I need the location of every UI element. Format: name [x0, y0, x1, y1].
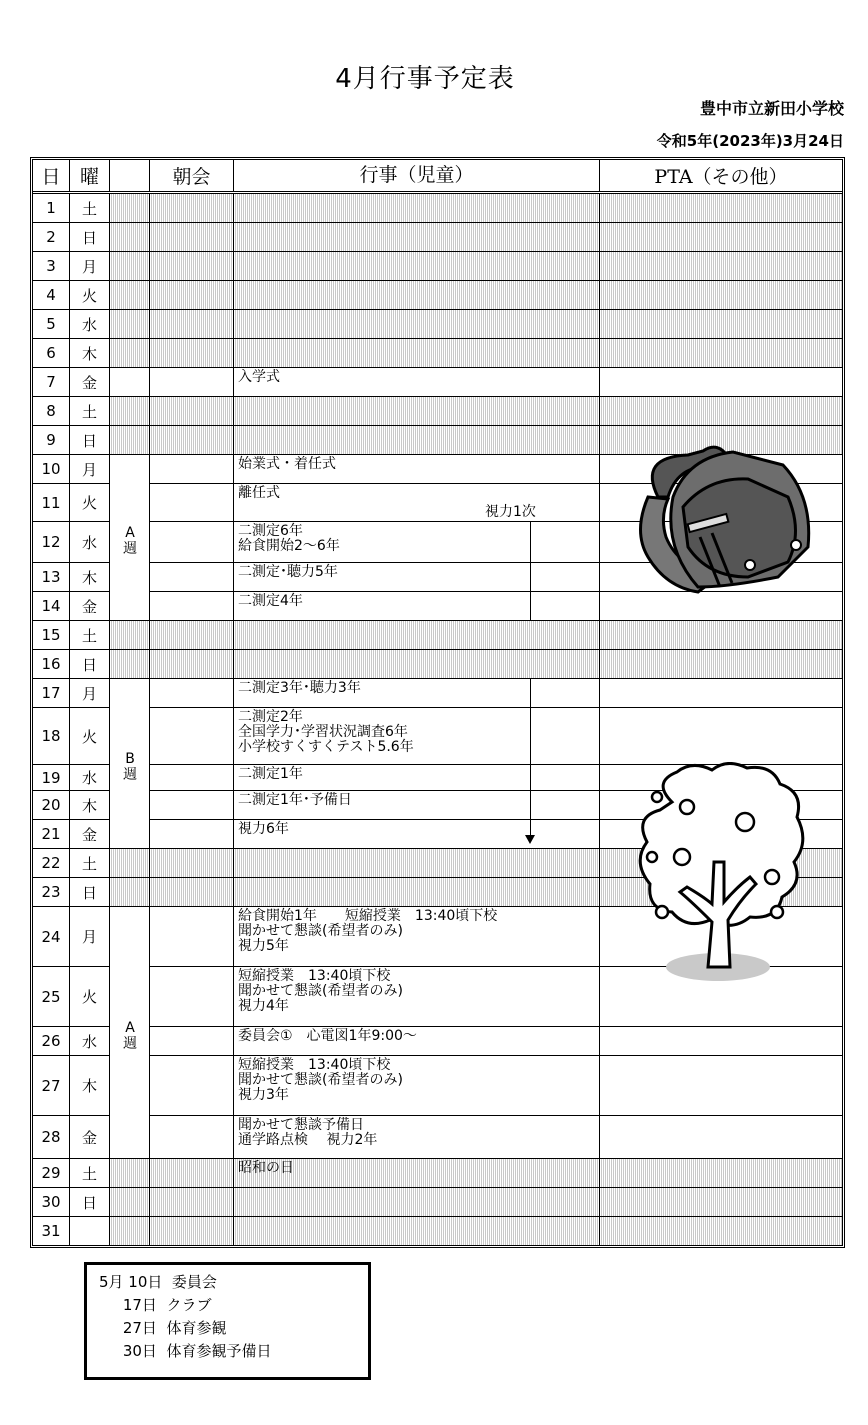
header-week	[110, 160, 150, 191]
morning-assembly-cell	[150, 1056, 234, 1115]
morning-assembly-cell	[150, 455, 234, 483]
event-cell: 二測定1年･予備日	[234, 791, 600, 819]
day-cell: 16	[33, 650, 70, 678]
header-weekday: 曜	[70, 160, 110, 191]
day-cell: 19	[33, 765, 70, 790]
weekday-cell: 土	[70, 397, 110, 425]
vision-note: 視力1次	[485, 504, 536, 520]
morning-assembly-cell	[150, 563, 234, 591]
table-row	[33, 338, 842, 367]
morning-assembly-cell	[150, 281, 234, 309]
morning-assembly-cell	[150, 765, 234, 790]
day-cell: 28	[33, 1116, 70, 1158]
pta-cell	[600, 252, 842, 280]
week-cell	[110, 849, 150, 877]
weekday-cell: 土	[70, 849, 110, 877]
event-cell: 昭和の日	[234, 1159, 600, 1187]
weekday-cell: 日	[70, 1188, 110, 1216]
day-cell: 31	[33, 1217, 70, 1245]
event-cell	[234, 223, 600, 251]
pta-cell	[600, 1116, 842, 1158]
day-cell: 3	[33, 252, 70, 280]
memo-line: 27日 体育参観	[99, 1319, 227, 1337]
day-cell: 4	[33, 281, 70, 309]
weekday-cell: 水	[70, 1027, 110, 1055]
pta-cell	[600, 708, 842, 764]
event-cell	[234, 621, 600, 649]
morning-assembly-cell	[150, 522, 234, 562]
event-cell: 二測定3年･聴力3年	[234, 679, 600, 707]
day-cell: 22	[33, 849, 70, 877]
event-cell	[234, 878, 600, 906]
morning-assembly-cell	[150, 791, 234, 819]
day-cell: 30	[33, 1188, 70, 1216]
week-cell	[110, 1217, 150, 1245]
weekday-cell: 金	[70, 820, 110, 848]
day-cell: 26	[33, 1027, 70, 1055]
day-cell: 5	[33, 310, 70, 338]
table-row	[33, 1055, 842, 1115]
day-cell: 9	[33, 426, 70, 454]
day-cell: 24	[33, 907, 70, 966]
week-cell	[110, 397, 150, 425]
weekday-cell: 火	[70, 281, 110, 309]
day-cell: 14	[33, 592, 70, 620]
next-month-memo	[84, 1262, 371, 1380]
event-cell	[234, 1188, 600, 1216]
weekday-cell: 火	[70, 484, 110, 521]
morning-assembly-cell	[150, 592, 234, 620]
morning-assembly-cell	[150, 1217, 234, 1245]
event-cell	[234, 1217, 600, 1245]
weekday-cell: 木	[70, 563, 110, 591]
morning-assembly-cell	[150, 339, 234, 367]
pta-cell	[600, 679, 842, 707]
header-morning: 朝会	[150, 160, 234, 191]
memo-line: 17日 クラブ	[99, 1296, 212, 1314]
morning-assembly-cell	[150, 679, 234, 707]
weekday-cell: 水	[70, 310, 110, 338]
morning-assembly-cell	[150, 849, 234, 877]
event-cell: 短縮授業 13:40頃下校 聞かせて懇談(希望者のみ) 視力4年	[234, 967, 600, 1026]
weekday-cell: 土	[70, 1159, 110, 1187]
page-title: 4月行事予定表	[335, 64, 515, 94]
week-label: B 週	[123, 751, 137, 783]
event-cell	[234, 339, 600, 367]
day-cell: 11	[33, 484, 70, 521]
weekday-cell: 火	[70, 708, 110, 764]
memo-line: 30日 体育参観予備日	[99, 1342, 272, 1360]
morning-assembly-cell	[150, 1027, 234, 1055]
morning-assembly-cell	[150, 397, 234, 425]
week-cell	[110, 194, 150, 222]
table-row	[33, 678, 842, 707]
event-cell: 離任式	[234, 484, 600, 521]
table-row	[33, 1158, 842, 1187]
pta-cell	[600, 397, 842, 425]
week-cell	[110, 650, 150, 678]
pta-cell	[600, 1159, 842, 1187]
day-cell: 12	[33, 522, 70, 562]
morning-assembly-cell	[150, 820, 234, 848]
table-row	[33, 251, 842, 280]
weekday-cell: 月	[70, 907, 110, 966]
weekday-cell: 金	[70, 368, 110, 396]
week-label: A 週	[123, 1020, 137, 1052]
table-row	[33, 707, 842, 764]
morning-assembly-cell	[150, 223, 234, 251]
header-day: 日	[33, 160, 70, 191]
weekday-cell: 金	[70, 592, 110, 620]
weekday-cell: 日	[70, 650, 110, 678]
morning-assembly-cell	[150, 1116, 234, 1158]
pta-cell	[600, 621, 842, 649]
day-cell: 15	[33, 621, 70, 649]
weekday-cell: 木	[70, 1056, 110, 1115]
table-row	[33, 1115, 842, 1158]
pta-cell	[600, 1056, 842, 1115]
weekday-cell: 日	[70, 878, 110, 906]
day-cell: 2	[33, 223, 70, 251]
school-name: 豊中市立新田小学校	[699, 99, 844, 118]
day-cell: 6	[33, 339, 70, 367]
event-cell: 委員会① 心電図1年9:00～	[234, 1027, 600, 1055]
event-cell	[234, 849, 600, 877]
morning-assembly-cell	[150, 252, 234, 280]
event-cell: 視力6年	[234, 820, 600, 848]
event-cell: 二測定2年 全国学力･学習状況調査6年 小学校すくすくテスト5.6年	[234, 708, 600, 764]
day-cell: 17	[33, 679, 70, 707]
morning-assembly-cell	[150, 426, 234, 454]
event-cell	[234, 281, 600, 309]
morning-assembly-cell	[150, 650, 234, 678]
pta-cell	[600, 223, 842, 251]
table-row	[33, 309, 842, 338]
event-cell: 始業式・着任式	[234, 455, 600, 483]
event-cell	[234, 397, 600, 425]
week-cell	[110, 1159, 150, 1187]
schedule-table	[30, 157, 845, 1248]
week-cell	[110, 281, 150, 309]
event-cell: 聞かせて懇談予備日 通学路点検 視力2年	[234, 1116, 600, 1158]
event-cell: 入学式	[234, 368, 600, 396]
event-cell: 短縮授業 13:40頃下校 聞かせて懇談(希望者のみ) 視力3年	[234, 1056, 600, 1115]
event-cell: 二測定･聴力5年	[234, 563, 600, 591]
week-cell	[110, 252, 150, 280]
cherry-tree-icon	[632, 762, 808, 984]
event-cell	[234, 426, 600, 454]
pta-cell	[600, 1027, 842, 1055]
table-row	[33, 620, 842, 649]
event-cell: 二測定4年	[234, 592, 600, 620]
day-cell: 13	[33, 563, 70, 591]
weekday-cell: 日	[70, 426, 110, 454]
morning-assembly-cell	[150, 1188, 234, 1216]
table-row	[33, 1216, 842, 1245]
weekday-cell: 火	[70, 967, 110, 1026]
weekday-cell: 月	[70, 252, 110, 280]
day-cell: 1	[33, 194, 70, 222]
weekday-cell: 土	[70, 194, 110, 222]
day-cell: 27	[33, 1056, 70, 1115]
day-cell: 25	[33, 967, 70, 1026]
event-cell: 給食開始1年 短縮授業 13:40頃下校 聞かせて懇談(希望者のみ) 視力5年	[234, 907, 600, 966]
morning-assembly-cell	[150, 878, 234, 906]
week-cell	[110, 1188, 150, 1216]
table-row	[33, 396, 842, 425]
week-cell	[110, 368, 150, 396]
pta-cell	[600, 310, 842, 338]
event-cell	[234, 252, 600, 280]
morning-assembly-cell	[150, 621, 234, 649]
event-cell	[234, 310, 600, 338]
table-row	[33, 222, 842, 251]
pta-cell	[600, 281, 842, 309]
pta-cell	[600, 1217, 842, 1245]
morning-assembly-cell	[150, 484, 234, 521]
weekday-cell: 月	[70, 679, 110, 707]
week-cell	[110, 878, 150, 906]
table-row	[33, 194, 842, 222]
morning-assembly-cell	[150, 1159, 234, 1187]
event-cell	[234, 650, 600, 678]
pta-cell	[600, 1188, 842, 1216]
day-cell: 23	[33, 878, 70, 906]
weekday-cell: 水	[70, 765, 110, 790]
week-cell	[110, 223, 150, 251]
day-cell: 29	[33, 1159, 70, 1187]
morning-assembly-cell	[150, 368, 234, 396]
pta-cell	[600, 194, 842, 222]
weekday-cell: 月	[70, 455, 110, 483]
header-events: 行事（児童）	[234, 160, 600, 191]
table-row	[33, 1026, 842, 1055]
week-cell	[110, 426, 150, 454]
day-cell: 21	[33, 820, 70, 848]
weekday-cell: 日	[70, 223, 110, 251]
event-cell: 二測定6年 給食開始2～6年	[234, 522, 600, 562]
week-cell	[110, 621, 150, 649]
header-pta: PTA（その他）	[654, 166, 788, 188]
table-row	[33, 280, 842, 309]
pta-cell	[600, 339, 842, 367]
morning-assembly-cell	[150, 907, 234, 966]
pta-cell	[600, 368, 842, 396]
morning-assembly-cell	[150, 194, 234, 222]
issue-date: 令和5年(2023年)3月24日	[656, 132, 844, 150]
day-cell: 18	[33, 708, 70, 764]
day-cell: 10	[33, 455, 70, 483]
week-cell	[110, 339, 150, 367]
header-row	[33, 160, 842, 194]
week-label: A 週	[123, 525, 137, 557]
weekday-cell: 木	[70, 339, 110, 367]
morning-assembly-cell	[150, 310, 234, 338]
pta-cell	[600, 650, 842, 678]
table-row	[33, 1187, 842, 1216]
day-cell: 20	[33, 791, 70, 819]
memo-line: 5月 10日 委員会	[99, 1273, 217, 1291]
morning-assembly-cell	[150, 967, 234, 1026]
school-backpack-icon	[628, 437, 818, 602]
weekday-cell: 水	[70, 522, 110, 562]
morning-assembly-cell	[150, 708, 234, 764]
weekday-cell: 木	[70, 791, 110, 819]
day-cell: 8	[33, 397, 70, 425]
table-row	[33, 367, 842, 396]
event-cell: 二測定1年	[234, 765, 600, 790]
day-cell: 7	[33, 368, 70, 396]
week-cell	[110, 310, 150, 338]
weekday-cell: 金	[70, 1116, 110, 1158]
table-row	[33, 649, 842, 678]
event-cell	[234, 194, 600, 222]
weekday-cell	[70, 1217, 110, 1245]
weekday-cell: 土	[70, 621, 110, 649]
